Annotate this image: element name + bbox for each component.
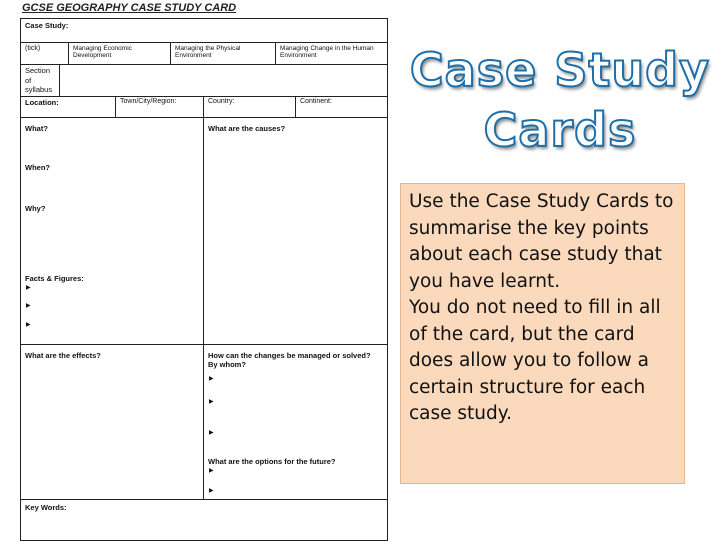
big-title [402, 40, 718, 160]
facts-label: Facts & Figures: [25, 274, 84, 283]
case-study-row [21, 19, 387, 43]
bullet-icon: ▶ [26, 322, 31, 328]
card-title: GCSE GEOGRAPHY CASE STUDY CARD [22, 2, 237, 14]
causes-label: What are the causes? [208, 124, 286, 133]
when-label: When? [25, 163, 50, 172]
what-label: What? [25, 124, 48, 133]
options-future-label: What are the options for the future? [208, 457, 336, 466]
bullet-icon: ▶ [209, 488, 214, 494]
details-row [21, 118, 387, 345]
section-label: Section of syllabus [25, 66, 53, 94]
effects-label: What are the effects? [25, 351, 101, 360]
managed-cell[interactable] [203, 345, 389, 499]
section-row [21, 65, 387, 97]
location-label: Location: [25, 98, 59, 107]
effects-cell[interactable] [21, 345, 203, 499]
keywords-label: Key Words: [25, 503, 67, 512]
managed-label: How can the changes be managed or solved? By whom? [208, 351, 371, 369]
instructions-note [400, 183, 685, 484]
option-economic[interactable]: Managing Economic Development [68, 43, 170, 64]
case-study-label: Case Study: [25, 21, 69, 30]
big-title-line2: Cards [483, 103, 637, 157]
town-label: Town/City/Region: [115, 97, 203, 117]
syllabus-options-row [21, 43, 387, 65]
why-label: Why? [25, 204, 46, 213]
case-study-card [20, 18, 388, 541]
bullet-icon: ▶ [209, 430, 214, 436]
big-title-line1: Case Study [409, 43, 711, 97]
option-human[interactable]: Managing Change in the Human Environment [275, 43, 388, 64]
keywords-row [21, 500, 387, 540]
section-value[interactable] [59, 65, 389, 96]
location-row [21, 97, 387, 118]
causes-cell[interactable] [203, 118, 389, 344]
effects-row [21, 345, 387, 500]
bullet-icon: ▶ [26, 285, 31, 291]
bullet-icon: ▶ [26, 303, 31, 309]
continent-label: Continent: [295, 97, 389, 117]
note-paragraph-1: Use the Case Study Cards to summarise the key points about each case study that you have learnt. [409, 191, 674, 292]
bullet-icon: ▶ [209, 376, 214, 382]
what-cell[interactable] [21, 118, 203, 344]
country-label: Country: [203, 97, 295, 117]
bullet-icon: ▶ [209, 468, 214, 474]
note-paragraph-2: You do not need to fill in all of the card, but the card does allow you to follow a certain structure for each case study. [409, 297, 661, 424]
tick-label: (tick) [25, 45, 41, 52]
option-physical[interactable]: Managing the Physical Environment [170, 43, 275, 64]
bullet-icon: ▶ [209, 399, 214, 405]
